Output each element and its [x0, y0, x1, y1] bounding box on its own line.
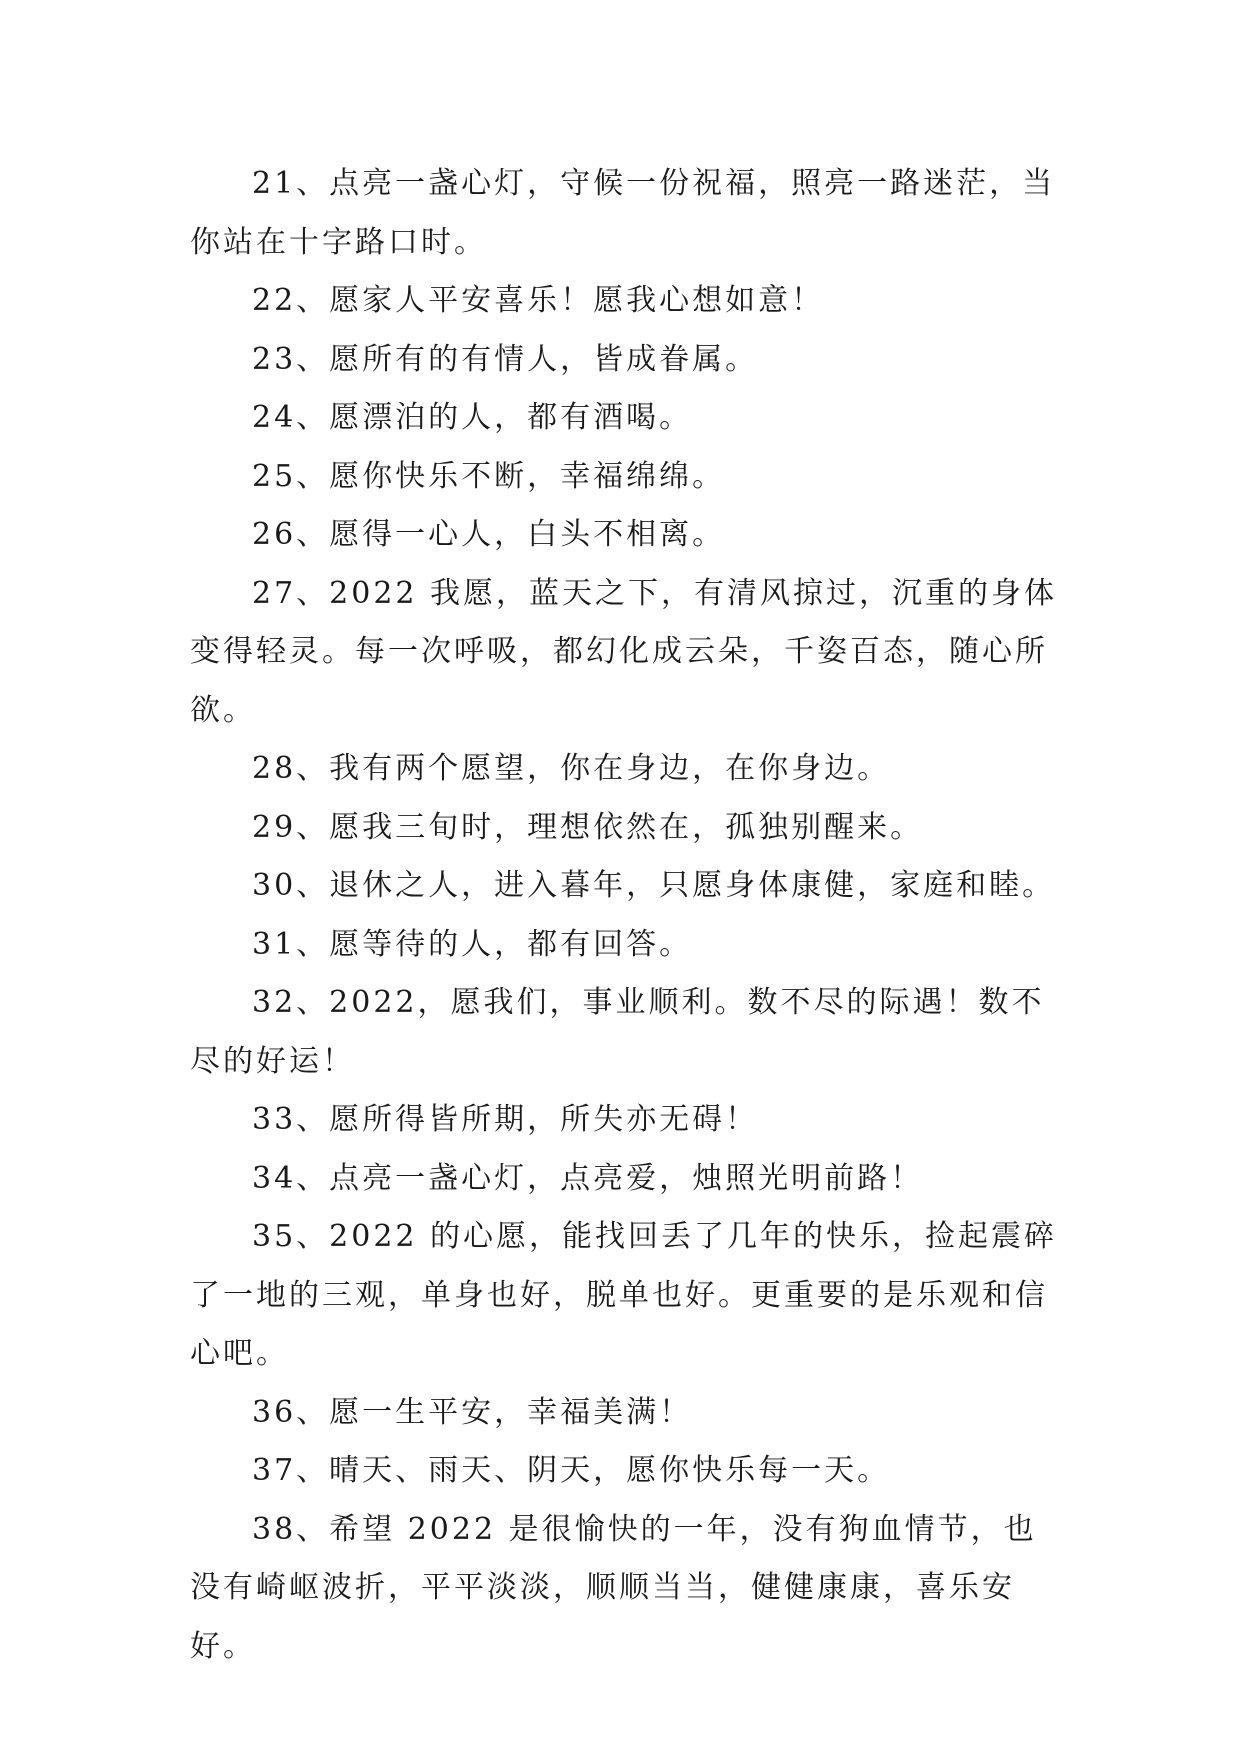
- paragraph-25: 25、愿你快乐不断，幸福绵绵。: [252, 458, 726, 494]
- paragraph-34: 34、点亮一盏心灯，点亮爱，烛照光明前路！: [252, 1160, 924, 1196]
- paragraph-28: 28、我有两个愿望，你在身边，在你身边。: [252, 751, 891, 786]
- paragraph-21: 21、点亮一盏心灯，守候一份祝福，照亮一路迷茫，当你站在十字路口时。: [190, 166, 1056, 260]
- paragraph-29: 29、愿我三旬时，理想依然在，孤独别醒来。: [252, 809, 924, 845]
- paragraph-38: 38、希望 2022 是很愉快的一年，没有狗血情节，也没有崎岖波折，平平淡淡，顺顺当当，健健康康，喜乐安好。: [190, 1511, 1037, 1664]
- paragraph-27: 27、2022 我愿，蓝天之下，有清风掠过，沉重的身体变得轻灵。每一次呼吸，都幻化成云朵，千姿百态，随心所欲。: [190, 575, 1058, 728]
- paragraph-36: 36、愿一生平安，幸福美满！: [252, 1394, 693, 1430]
- paragraph-24: 24、愿漂泊的人，都有酒喝。: [252, 400, 693, 435]
- paragraph-26: 26、愿得一心人，白头不相离。: [252, 517, 726, 552]
- paragraph-33: 33、愿所得皆所期，所失亦无碍！: [252, 1102, 759, 1137]
- document-body: [190, 155, 1060, 1676]
- paragraph-30: 30、退休之人，进入暮年，只愿身体康健，家庭和睦。: [252, 868, 1056, 903]
- paragraph-37: 37、晴天、雨天、阴天，愿你快乐每一天。: [252, 1453, 891, 1488]
- paragraph-32: 32、2022，愿我们，事业顺利。数不尽的际遇！数不尽的好运！: [190, 985, 1045, 1079]
- paragraph-23: 23、愿所有的有情人，皆成眷属。: [252, 341, 759, 377]
- paragraph-35: 35、2022 的心愿，能找回丢了几年的快乐，捡起震碎了一地的三观，单身也好，脱单也好。更重要的是乐观和信心吧。: [190, 1219, 1058, 1371]
- paragraph-31: 31、愿等待的人，都有回答。: [252, 926, 693, 962]
- paragraph-22: 22、愿家人平安喜乐！愿我心想如意！: [252, 283, 825, 318]
